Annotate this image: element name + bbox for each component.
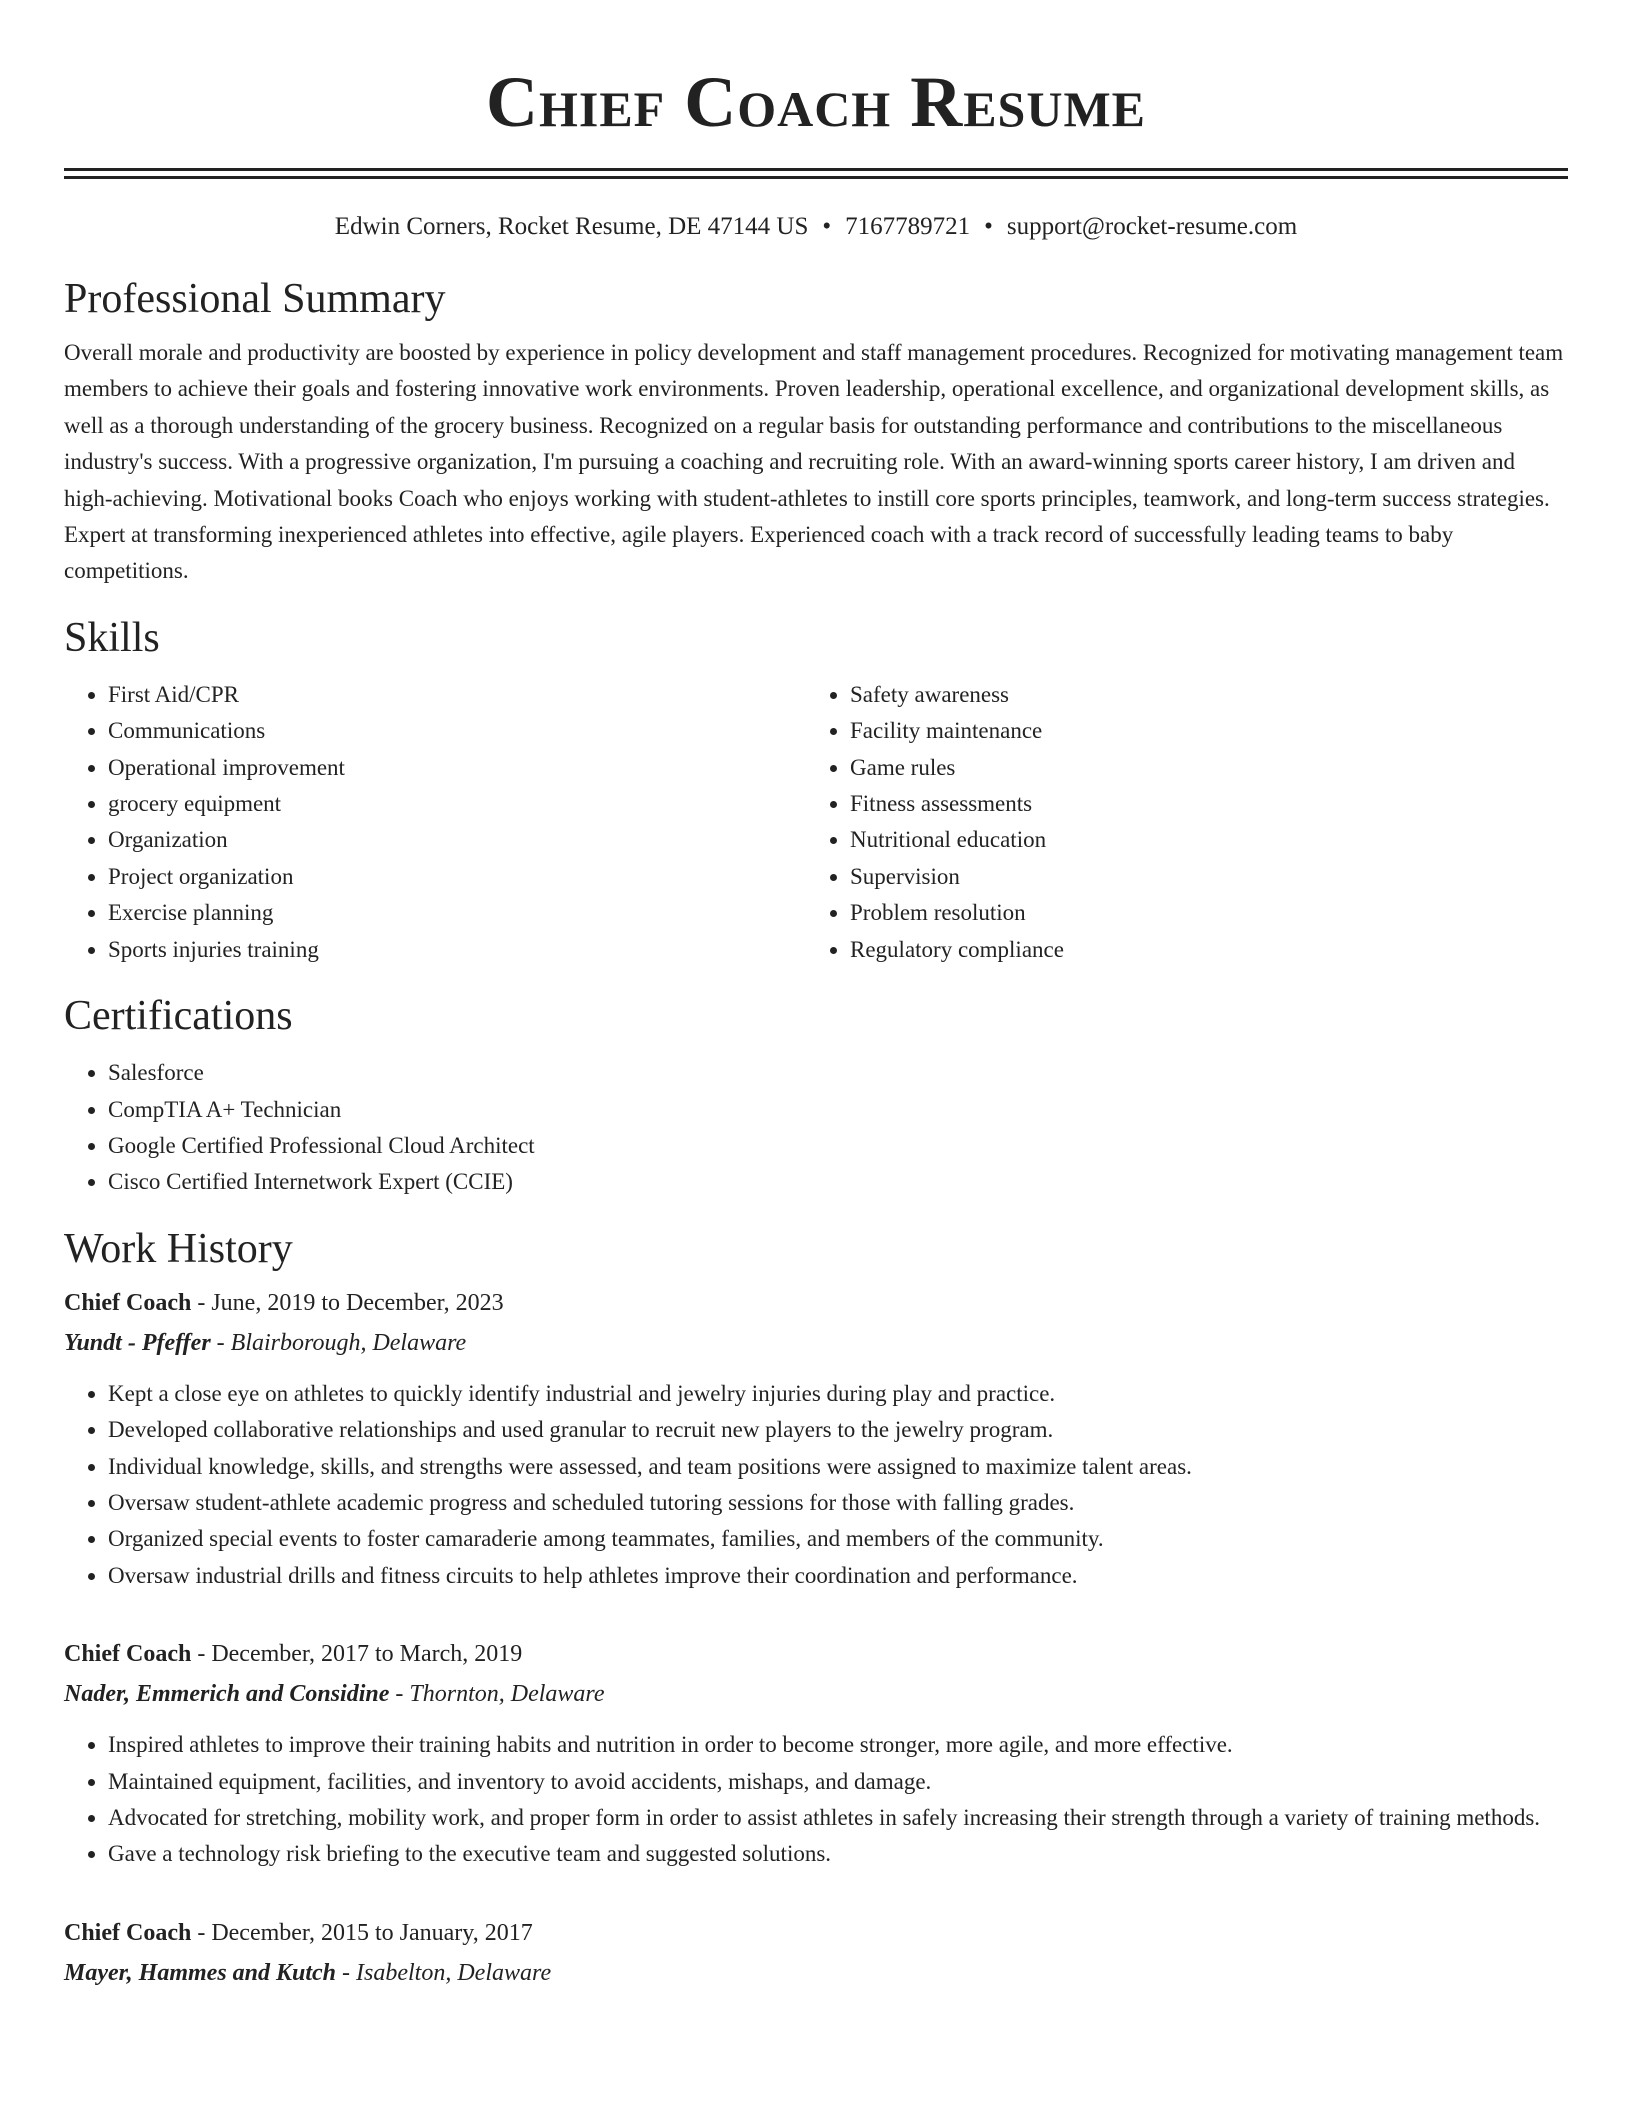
job-company-line xyxy=(64,1953,1568,1993)
contact-phone: 7167789721 xyxy=(845,213,971,240)
job-dates: - June, 2019 to December, 2023 xyxy=(191,1289,504,1316)
title-divider-top xyxy=(64,168,1568,171)
skill-item: • Communications xyxy=(108,713,806,749)
skill-item: • Nutritional education xyxy=(850,822,1548,858)
job-title-line xyxy=(64,1634,1568,1674)
skill-item: • Exercise planning xyxy=(108,895,806,931)
skills-list-right xyxy=(806,677,1548,968)
contact-line xyxy=(64,212,1568,242)
job-dates: - December, 2015 to January, 2017 xyxy=(191,1919,533,1946)
skills-columns xyxy=(64,677,1568,968)
job-company: Mayer, Hammes and Kutch xyxy=(64,1959,337,1986)
certifications-list xyxy=(64,1055,1568,1201)
skill-item: • Game rules xyxy=(850,750,1548,786)
summary-text: Overall morale and productivity are boosted by experience in policy development and staff management procedures. Recognized for motivating management team members to achieve their goals and fostering innovative work environments. Proven leadership, operational excellence, and organizational development skills, as well as a thorough understanding of the grocery business. Recognized on a regular basis for outstanding performance and contributions to the miscellaneous industry's success. With a progressive organization, I'm pursuing a coaching and recruiting role. With an award-winning sports career history, I am driven and high-achieving. Motivational books Coach who enjoys working with student-athletes to instill core sports principles, teamwork, and long-term success strategies. Expert at transforming inexperienced athletes into effective, agile players. Experienced coach with a track record of successfully leading teams to baby competitions. xyxy=(64,340,1564,584)
resume-title: Chief Coach Resume xyxy=(485,62,1147,142)
skill-item: • Supervision xyxy=(850,859,1548,895)
certification-item: • CompTIA A+ Technician xyxy=(108,1092,1568,1128)
skill-item: • Sports injuries training xyxy=(108,932,806,968)
job-bullet: • Kept a close eye on athletes to quickly identify industrial and jewelry injuries during play and practice. xyxy=(108,1376,1568,1412)
job-bullet: • Developed collaborative relationships and used granular to recruit new players to the jewelry program. xyxy=(108,1412,1568,1448)
skills-list-left xyxy=(64,677,806,968)
job-bullet: • Maintained equipment, facilities, and inventory to avoid accidents, mishaps, and damage. xyxy=(108,1764,1568,1800)
contact-separator: • xyxy=(822,213,832,240)
job-bullet: • Gave a technology risk briefing to the executive team and suggested solutions. xyxy=(108,1836,1568,1872)
job-title-line xyxy=(64,1283,1568,1323)
work-history-heading: Work History xyxy=(64,1225,293,1272)
certifications-heading: Certifications xyxy=(64,993,293,1040)
job-bullet: • Individual knowledge, skills, and strengths were assessed, and team positions were assigned to maximize talent areas. xyxy=(108,1449,1568,1485)
summary-heading: Professional Summary xyxy=(64,276,446,322)
skill-item: • Operational improvement xyxy=(108,750,806,786)
job-company: Nader, Emmerich and Considine xyxy=(64,1681,390,1708)
certification-item: • Google Certified Professional Cloud Architect xyxy=(108,1128,1568,1164)
job-title: Chief Coach xyxy=(64,1919,192,1946)
skill-item: • grocery equipment xyxy=(108,786,806,822)
job-location: - Isabelton, Delaware xyxy=(336,1959,552,1986)
job-bullets xyxy=(64,1376,1568,1594)
job-company-line xyxy=(64,1674,1568,1714)
job-location: - Thornton, Delaware xyxy=(389,1681,605,1708)
skill-item: • Regulatory compliance xyxy=(850,932,1548,968)
contact-email: support@rocket-resume.com xyxy=(1006,213,1298,240)
job-bullet: • Inspired athletes to improve their training habits and nutrition in order to become stronger, more agile, and more effective. xyxy=(108,1727,1568,1763)
skill-item: • Safety awareness xyxy=(850,677,1548,713)
job-entry xyxy=(64,1283,1568,1594)
job-title-line xyxy=(64,1913,1568,1953)
job-title: Chief Coach xyxy=(64,1641,192,1668)
job-bullet: • Oversaw student-athlete academic progress and scheduled tutoring sessions for those with falling grades. xyxy=(108,1485,1568,1521)
skill-item: • First Aid/CPR xyxy=(108,677,806,713)
job-company: Yundt - Pfeffer xyxy=(64,1329,211,1356)
contact-separator: • xyxy=(984,213,993,240)
job-location: - Blairborough, Delaware xyxy=(210,1329,467,1356)
job-dates: - December, 2017 to March, 2019 xyxy=(191,1641,523,1668)
job-company-line xyxy=(64,1323,1568,1363)
skill-item: • Problem resolution xyxy=(850,895,1548,931)
title-divider-bottom xyxy=(64,176,1568,179)
job-bullet: • Oversaw industrial drills and fitness circuits to help athletes improve their coordination and performance. xyxy=(108,1558,1568,1594)
job-entry xyxy=(64,1913,1568,1993)
contact-address: Edwin Corners, Rocket Resume, DE 47144 US xyxy=(334,213,809,240)
job-bullet: • Organized special events to foster camaraderie among teammates, families, and members of the community. xyxy=(108,1521,1568,1557)
skill-item: • Organization xyxy=(108,822,806,858)
job-bullets xyxy=(64,1727,1568,1873)
skill-item: • Project organization xyxy=(108,859,806,895)
skill-item: • Facility maintenance xyxy=(850,713,1548,749)
job-bullet: • Advocated for stretching, mobility work, and proper form in order to assist athletes in safely increasing their strength through a variety of training methods. xyxy=(108,1800,1568,1836)
job-title: Chief Coach xyxy=(64,1289,192,1316)
certification-item: • Cisco Certified Internetwork Expert (CCIE) xyxy=(108,1164,1568,1200)
resume-page xyxy=(64,0,1568,1993)
certification-item: • Salesforce xyxy=(108,1055,1568,1091)
job-entry xyxy=(64,1634,1568,1873)
skill-item: • Fitness assessments xyxy=(850,786,1548,822)
skills-heading: Skills xyxy=(64,614,160,661)
